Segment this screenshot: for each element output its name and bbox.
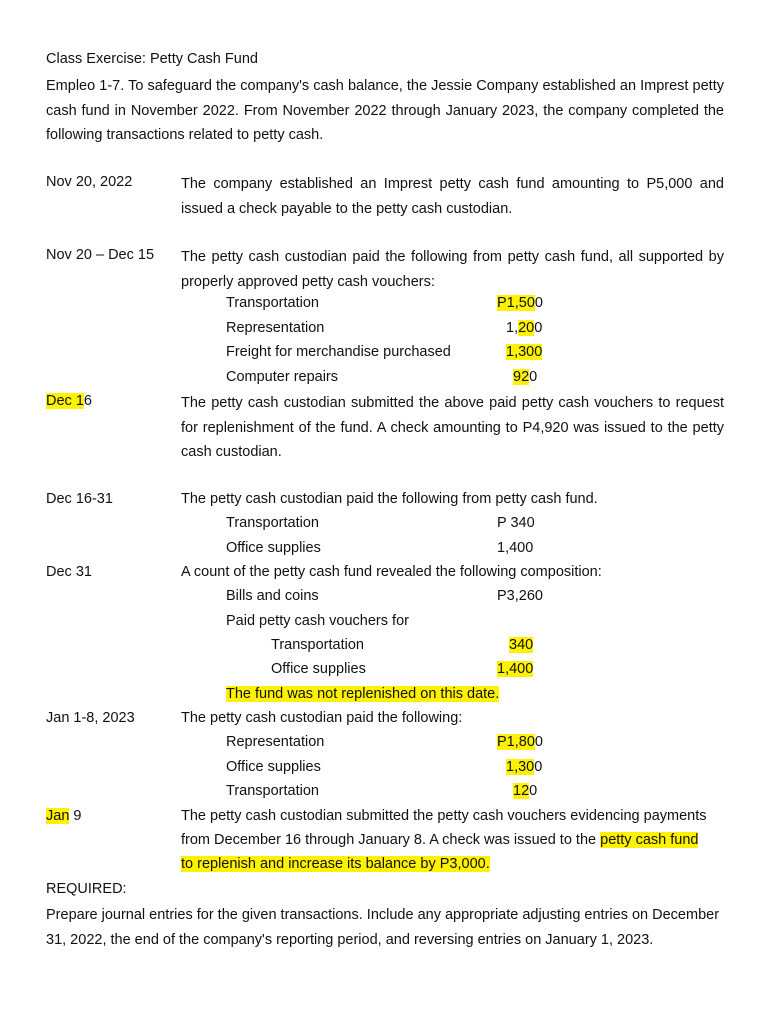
bills-label: Bills and coins xyxy=(226,588,319,604)
item-label: Computer repairs xyxy=(226,369,339,385)
voucher-label: Transportation xyxy=(271,637,364,653)
item-amount: 1,300 xyxy=(506,759,543,775)
item-amount: 1,300 xyxy=(506,344,543,360)
item-label: Transportation xyxy=(226,295,319,311)
text-nov20: The company established an Imprest petty cash fund amounting to P5,000 and issued a check payable to the petty cash custodian. xyxy=(181,176,724,217)
item-amount: P1,800 xyxy=(497,734,543,750)
required-heading: REQUIRED: xyxy=(46,881,127,897)
item-amount: 120 xyxy=(513,783,538,799)
text-nov20-dec15: The petty cash custodian paid the following from petty cash fund, all supported by properly approved petty cash vouchers: xyxy=(181,249,724,290)
not-replenished-note: The fund was not replenished on this date. xyxy=(226,686,500,702)
text-jan9-line1: The petty cash custodian submitted the petty cash vouchers evidencing payments xyxy=(181,808,707,824)
item-amount: P1,500 xyxy=(497,295,543,311)
date-jan9: Jan 9 xyxy=(46,808,82,824)
item-label: Office supplies xyxy=(226,759,321,775)
item-label: Transportation xyxy=(226,515,319,531)
voucher-amount: 1,400 xyxy=(497,661,534,677)
date-dec31: Dec 31 xyxy=(46,564,92,580)
item-label: Representation xyxy=(226,734,325,750)
text-jan9-line2: from December 16 through January 8. A check was issued to the petty cash fund xyxy=(181,832,699,848)
text-jan9-line3: to replenish and increase its balance by P3,000. xyxy=(181,856,490,872)
bills-amount: P3,260 xyxy=(497,588,543,604)
date-dec16: Dec 16 xyxy=(46,393,92,409)
item-label: Transportation xyxy=(226,783,319,799)
text-jan1-8: The petty cash custodian paid the following: xyxy=(181,710,463,726)
item-amount: 1,200 xyxy=(506,320,543,336)
item-amount: P 340 xyxy=(497,515,535,531)
item-label: Representation xyxy=(226,320,325,336)
voucher-amount: 340 xyxy=(509,637,534,653)
date-nov20-dec15: Nov 20 – Dec 15 xyxy=(46,247,155,263)
voucher-label: Office supplies xyxy=(271,661,366,677)
text-dec31: A count of the petty cash fund revealed the following composition: xyxy=(181,564,602,580)
date-dec16-31: Dec 16-31 xyxy=(46,491,113,507)
vouchers-label: Paid petty cash vouchers for xyxy=(226,613,409,629)
required-text: Prepare journal entries for the given transactions. Include any appropriate adjusting entries on December 31, 2022, the end of the company's reporting period, and reversing entries on January 1, 2023. xyxy=(46,907,720,948)
intro-paragraph: Empleo 1-7. To safeguard the company's cash balance, the Jessie Company established an Imprest petty cash fund in November 2022. From November 2022 through January 2023, the company completed the following transactions related to petty cash. xyxy=(46,78,724,143)
item-label: Freight for merchandise purchased xyxy=(226,344,451,360)
text-dec16: The petty cash custodian submitted the above paid petty cash vouchers to request for replenishment of the fund. A check amounting to P4,920 was issued to the petty cash custodian. xyxy=(181,395,724,460)
document-title: Class Exercise: Petty Cash Fund xyxy=(46,51,258,67)
item-label: Office supplies xyxy=(226,540,321,556)
item-amount: 1,400 xyxy=(497,540,534,556)
text-dec16-31: The petty cash custodian paid the following from petty cash fund. xyxy=(181,491,598,507)
date-jan1-8: Jan 1-8, 2023 xyxy=(46,710,135,726)
item-amount: 920 xyxy=(513,369,538,385)
date-nov20: Nov 20, 2022 xyxy=(46,174,133,190)
